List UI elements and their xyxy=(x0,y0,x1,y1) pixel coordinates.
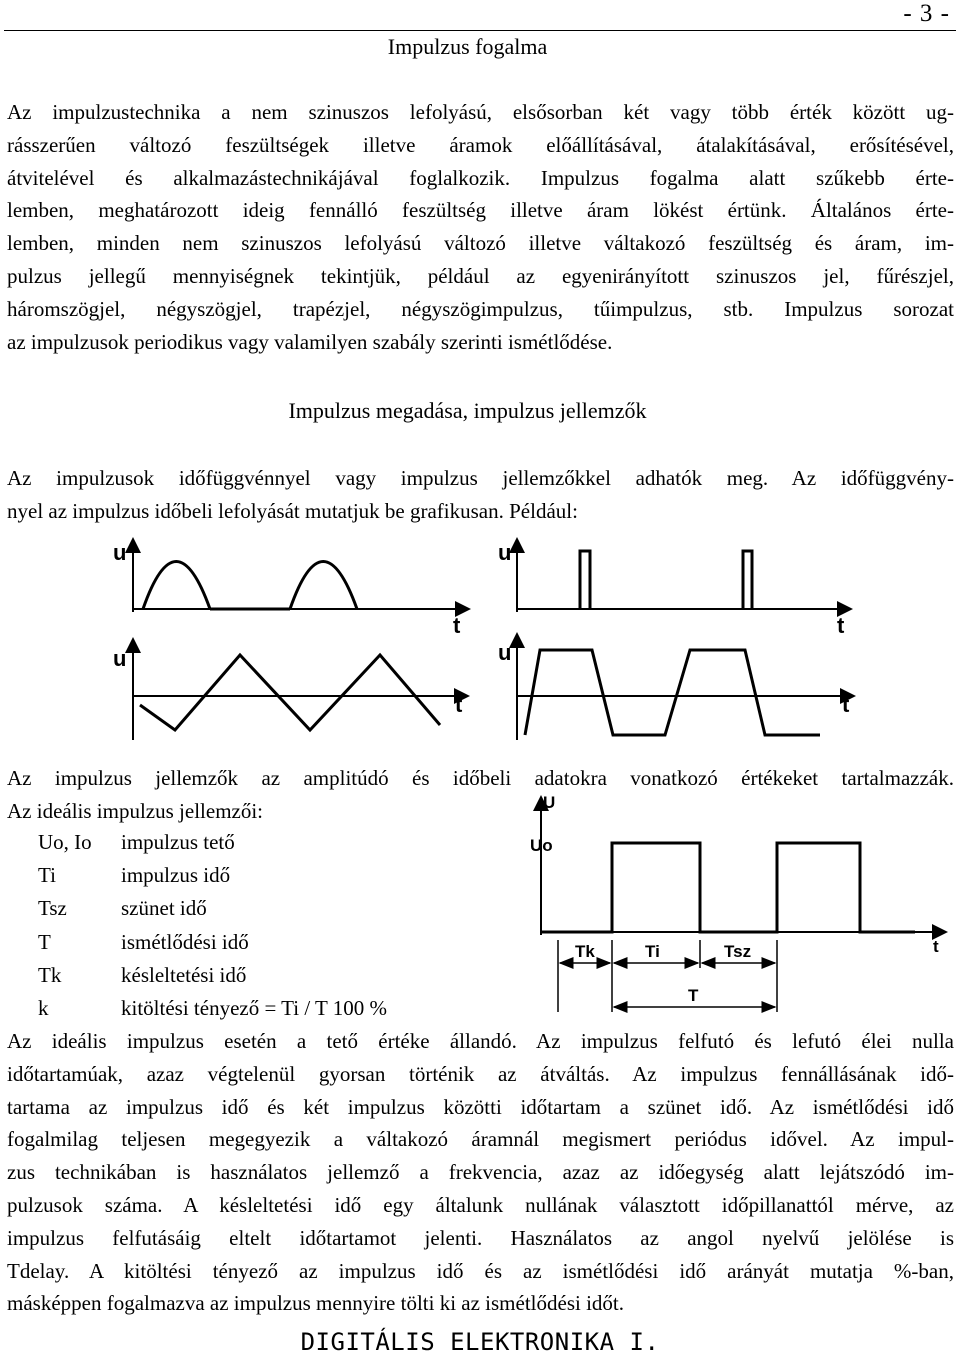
pulse-axis-label-U: U xyxy=(543,793,556,812)
text-line: lemben, meghatározott ideig fennálló feszültség illetve áram lökést értünk. Általános érte- xyxy=(7,198,954,223)
rectified-sine-waveform xyxy=(133,545,463,612)
text-line: időtartamúak, azaz végtelenül gyorsan történik az átváltás. Az impulzus fennállásának idő- xyxy=(7,1061,954,1086)
pulse-train xyxy=(541,843,915,932)
dimension-label-Tsz: Tsz xyxy=(724,942,752,961)
paragraph-closing xyxy=(7,1025,954,1320)
triangle-waveform xyxy=(133,645,462,740)
axis-label-u: u xyxy=(113,540,127,565)
page-footer: DIGITÁLIS ELEKTRONIKA I. xyxy=(300,1328,660,1356)
text-line: pulzusok száma. A késleltetési idő egy általunk nullának választott időpillanattól mérve, az xyxy=(7,1192,954,1217)
text-line: másképpen fogalmazva az impulzus mennyire tölti ki az ismétlődési időt. xyxy=(7,1291,624,1316)
axis-label-t: t xyxy=(842,692,850,717)
text-line: fogalmilag teljesen megegyezik a váltakozó áramnál megismert periódus idővel. Az impul- xyxy=(7,1127,954,1152)
definition-meaning: késleltetési idő xyxy=(121,962,247,987)
text-line: lemben, minden nem szinuszos lefolyású változó illetve váltakozó feszültség és áram, im- xyxy=(7,231,954,256)
definition-symbol: Uo, Io xyxy=(38,830,92,854)
text-line: tartama az impulzus idő és két impulzus közötti időtartam a szünet idő. Az ismétlődési idő xyxy=(7,1094,954,1119)
axis-label-t: t xyxy=(837,613,845,638)
text-line: az impulzusok periodikus vagy valamilyen szabály szerinti ismétlődése. xyxy=(7,329,613,354)
text-line: rásszerűen változó feszültségek illetve áramok előállításával, átalakításával, erősítésével, xyxy=(7,132,954,157)
definition-meaning: kitöltési tényező = Ti / T 100 % xyxy=(121,995,387,1020)
dimension-label-T: T xyxy=(688,986,699,1005)
ideal-pulse-diagram xyxy=(0,792,960,1024)
definition-meaning: impulzus tető xyxy=(121,830,235,854)
dimension-label-Ti: Ti xyxy=(645,942,660,961)
waveform-examples xyxy=(0,535,960,745)
text-line: átvitelével és alkalmazástechnikájával foglalkozik. Impulzus fogalma alatt szűkebb érte- xyxy=(7,165,954,190)
definition-meaning: ismétlődési idő xyxy=(121,929,249,954)
dimension-label-Tk: Tk xyxy=(575,942,595,961)
text-line: Az impulzustechnika a nem szinuszos lefolyású, elsősorban két vagy több érték között ug- xyxy=(7,100,954,124)
axis-label-t: t xyxy=(453,613,461,638)
text-line: pulzus jellegű mennyiségnek tekintjük, például az egyenirányított szinuszos jel, fűrészjel, xyxy=(7,263,954,288)
definition-symbol: Ti xyxy=(38,863,56,888)
definition-symbol: k xyxy=(38,995,49,1020)
axis-label-u: u xyxy=(498,540,512,565)
text-line: Tdelay. A kitöltési tényező az impulzus idő és az ismétlődési idő arányát mutatja %-ban, xyxy=(7,1258,954,1283)
trapezoid-waveform xyxy=(517,640,848,740)
definition-meaning: impulzus idő xyxy=(121,863,231,888)
header-rule xyxy=(4,30,956,31)
section-title-impulse-specification: Impulzus megadása, impulzus jellemzők xyxy=(288,398,647,423)
definition-symbol: Tk xyxy=(38,962,62,987)
definition-symbol: Tsz xyxy=(38,896,67,921)
needle-pulse-waveform xyxy=(517,545,845,612)
pulse-label-Uo: Uo xyxy=(530,836,553,855)
text-line: Az impulzusok időfüggvénnyel vagy impulzus jellemzőkkel adhatók meg. Az időfüggvény- xyxy=(7,466,954,490)
text-line: impulzus felfutásáig eltelt időtartamot jelenti. Használatos az angol nyelvű jelölése is xyxy=(7,1225,954,1250)
definition-symbol: T xyxy=(38,929,51,954)
paragraph-impulse-concept xyxy=(7,96,954,358)
text-line: Az impulzus jellemzők az amplitúdó és időbeli adatokra vonatkozó értékeket tartalmazzák. xyxy=(7,766,954,790)
axis-label-u: u xyxy=(498,640,512,665)
pulse-axis-label-t: t xyxy=(933,937,939,956)
definition-meaning: szünet idő xyxy=(121,896,207,921)
axis-label-u: u xyxy=(113,646,127,671)
page-number: - 3 - xyxy=(903,0,950,27)
text-line: Az ideális impulzus esetén a tető értéke állandó. Az impulzus felfutó és lefutó élei nulla xyxy=(7,1029,954,1053)
section-title-impulse-concept: Impulzus fogalma xyxy=(387,34,548,59)
text-line: zus technikában is használatos jellemző a frekvencia, azaz az időegység alatt lejátszódó im- xyxy=(7,1160,954,1185)
paragraph-intro xyxy=(7,462,954,528)
text-line: Az ideális impulzus jellemzői: xyxy=(7,798,264,823)
text-line: nyel az impulzus időbeli lefolyását mutatjuk be grafikusan. Például: xyxy=(7,498,578,523)
text-line: háromszögjel, négyszögjel, trapézjel, négyszögimpulzus, tűimpulzus, stb. Impulzus sorozat xyxy=(7,296,954,321)
axis-label-t: t xyxy=(455,692,463,717)
